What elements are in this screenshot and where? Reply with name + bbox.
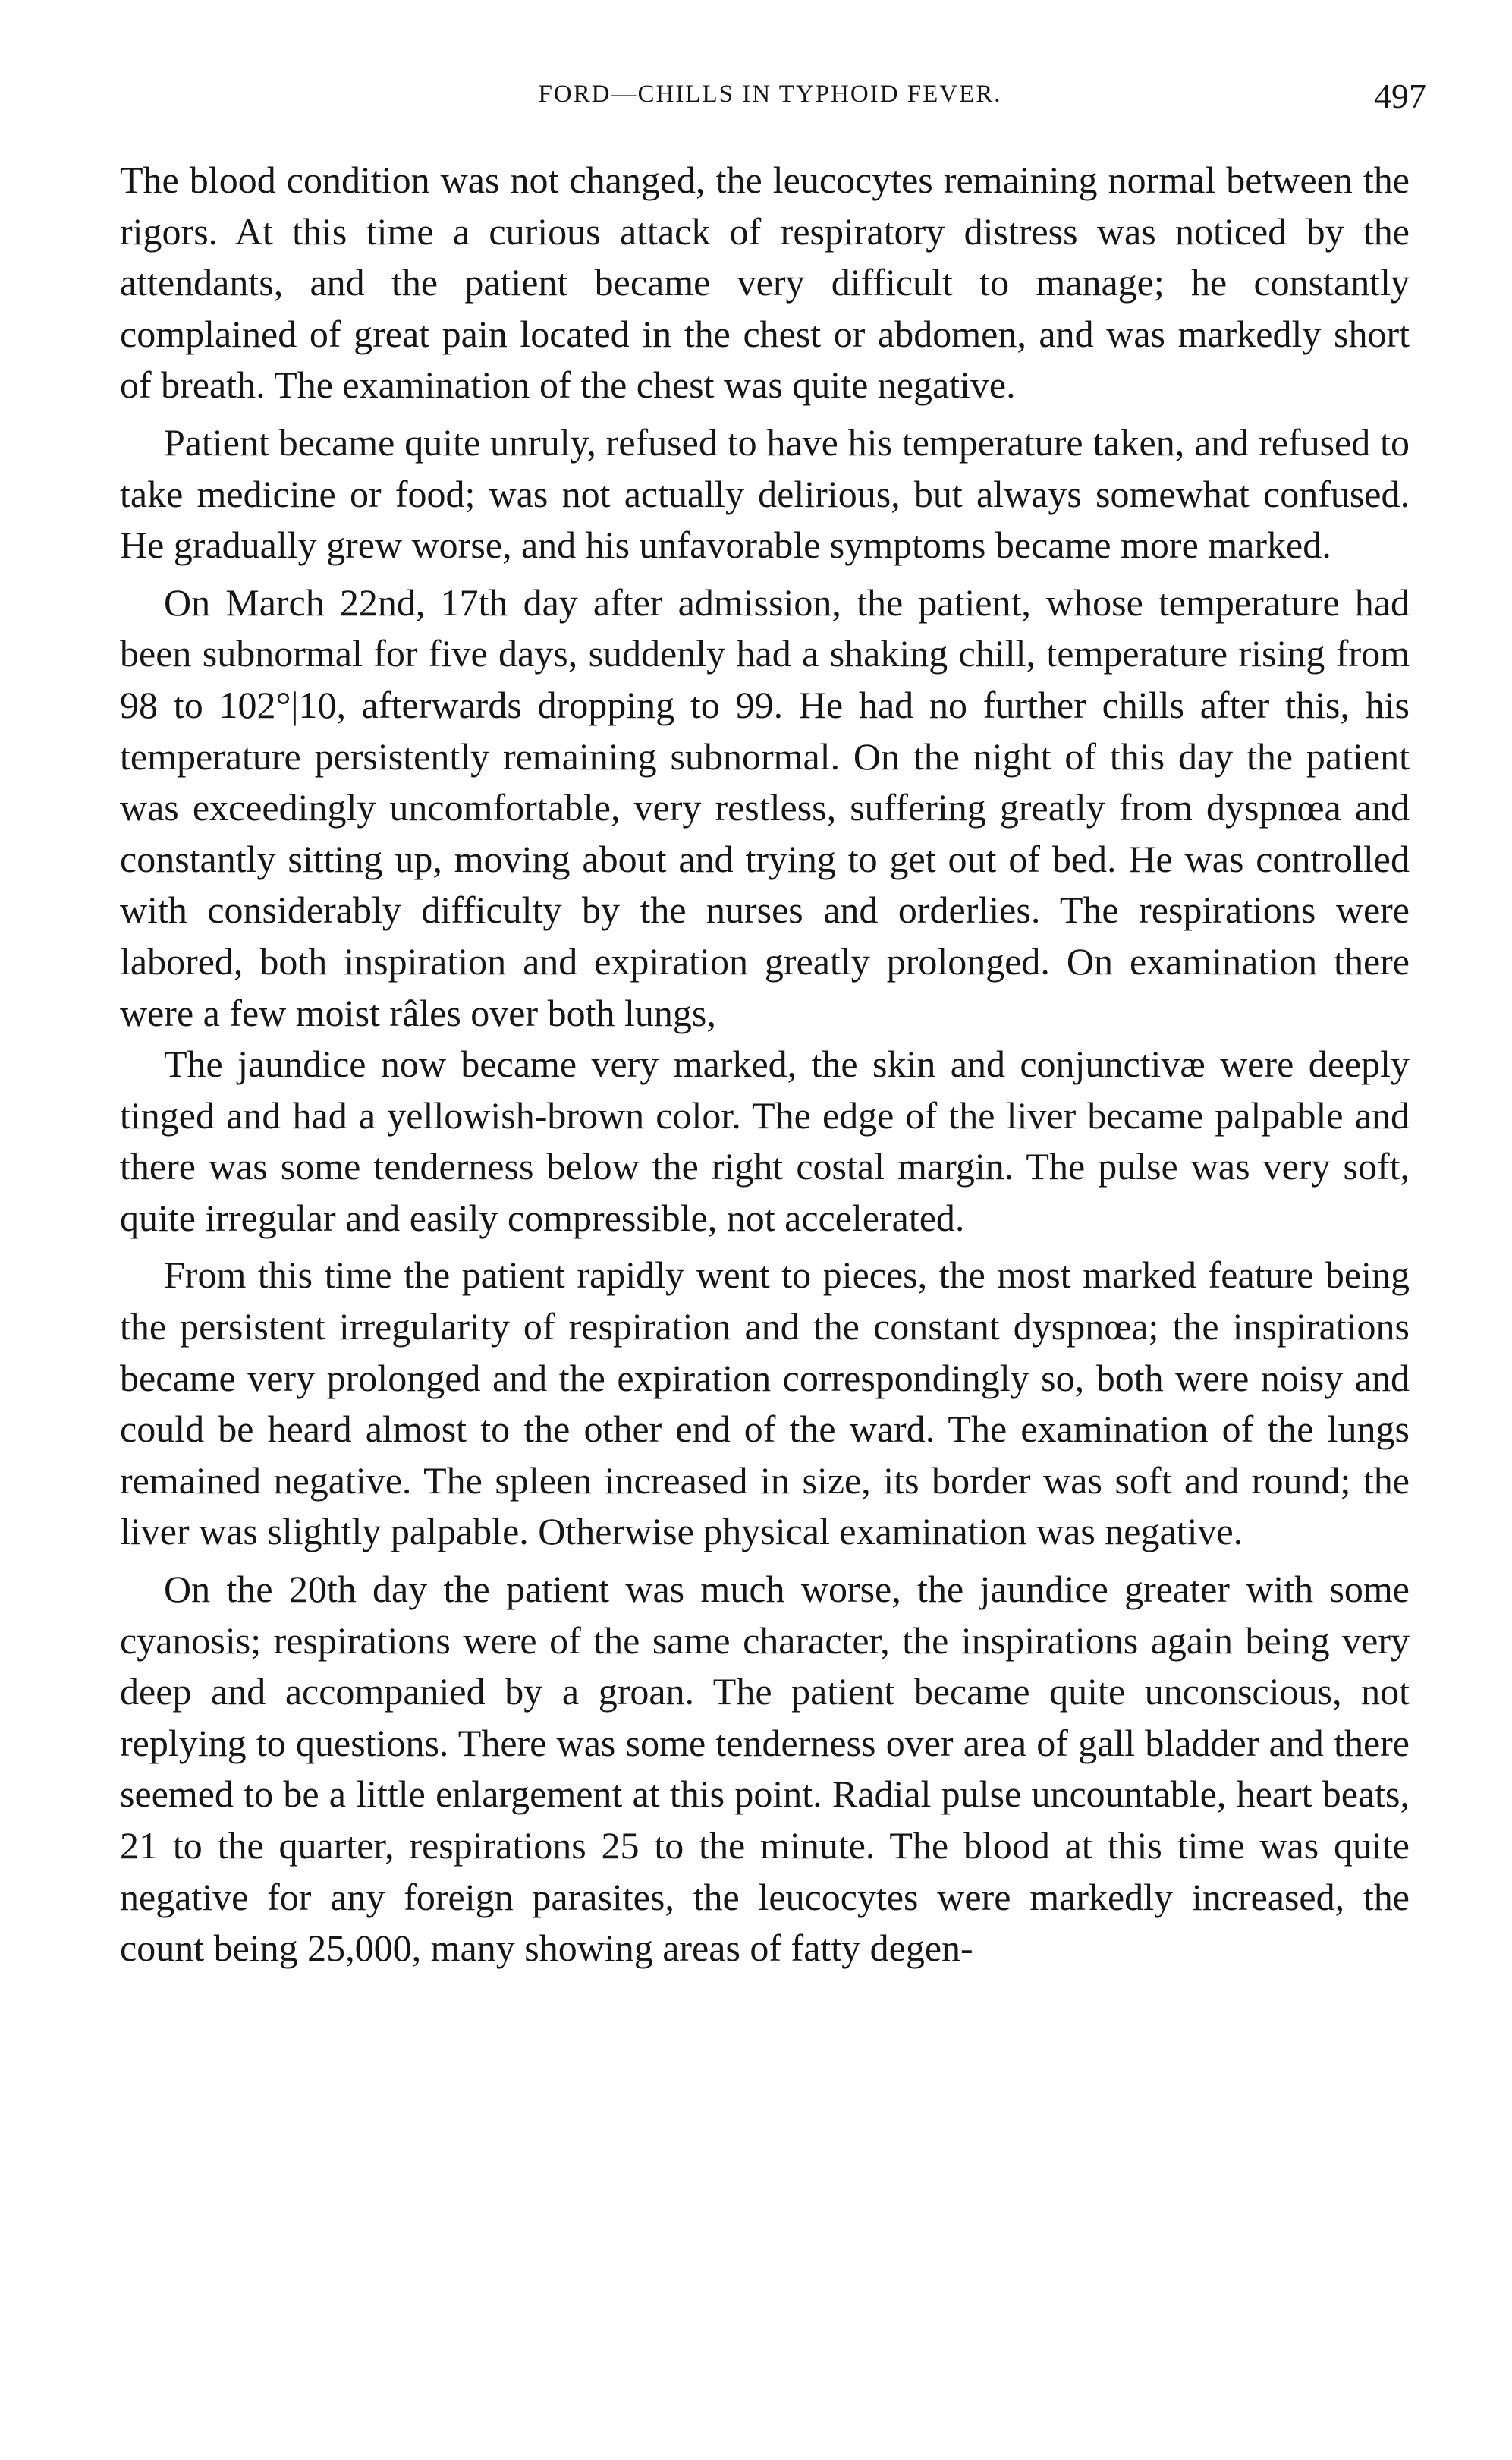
running-title: FORD—CHILLS IN TYPHOID FEVER.: [538, 80, 1002, 108]
paragraph-3: On March 22nd, 17th day after admission, the patient, whose temperature had been subnormal for five days, suddenly had a shaking chill, temperature rising from 98 to 102°|10, afterwards dropping to 99. He had no further chills after this, his temperature persistently remaining subnormal. On the night of this day the patient was exceedingly uncomfortable, very restless, suffering greatly from dyspnœa and constantly sitting up, moving about and trying to get out of bed. He was controlled with considerably difficulty by the nurses and orderlies. The respirations were labored, both inspiration and expiration greatly prolonged. On examination there were a few moist râles over both lungs,: [120, 580, 1410, 1034]
paragraph-1: The blood condition was not changed, the leucocytes remaining normal between the rigors. At this time a curious attack of respiratory distress was noticed by the attendants, and the patient became very difficult to manage; he constantly complained of great pain located in the chest or abdomen, and was markedly short of breath. The examination of the chest was quite negative.: [120, 159, 1410, 407]
paragraph-6: On the 20th day the patient was much worse, the jaundice greater with some cyanosis; respirations were of the same character, the inspirations again being very deep and accompanied by a groan. The patient became quite unconscious, not replying to questions. There was some tenderness over area of gall bladder and there seemed to be a little enlargement at this point. Radial pulse uncountable, heart beats, 21 to the quarter, respirations 25 to the minute. The blood at this time was quite negative for any foreign parasites, the leucocytes were markedly increased, the count being 25,000, many showing areas of fatty degen-: [120, 1568, 1410, 1970]
paragraph-2: Patient became quite unruly, refused to have his temperature taken, and refused to take medicine or food; was not actually delirious, but always somewhat confused. He gradually grew worse, and his unfavorable symptoms became more marked.: [120, 420, 1410, 567]
paragraph-4: The jaundice now became very marked, the skin and conjunctivæ were deeply tinged and had a yellowish-brown color. The edge of the liver became palpable and there was some tenderness below the right costal margin. The pulse was very soft, quite irregular and easily compressible, not accelerated.: [120, 1043, 1410, 1239]
paragraph-5: From this time the patient rapidly went to pieces, the most marked feature being the persistent irregularity of respiration and the constant dyspnœa; the inspirations became very prolonged and the expiration correspondingly so, both were noisy and could be heard almost to the other end of the ward. The examination of the lungs remained negative. The spleen increased in size, its border was soft and round; the liver was slightly palpable. Otherwise physical examination was negative.: [120, 1254, 1410, 1553]
page-number: 497: [1374, 77, 1426, 115]
body-text: [120, 155, 1410, 1974]
running-head: [114, 77, 1426, 126]
